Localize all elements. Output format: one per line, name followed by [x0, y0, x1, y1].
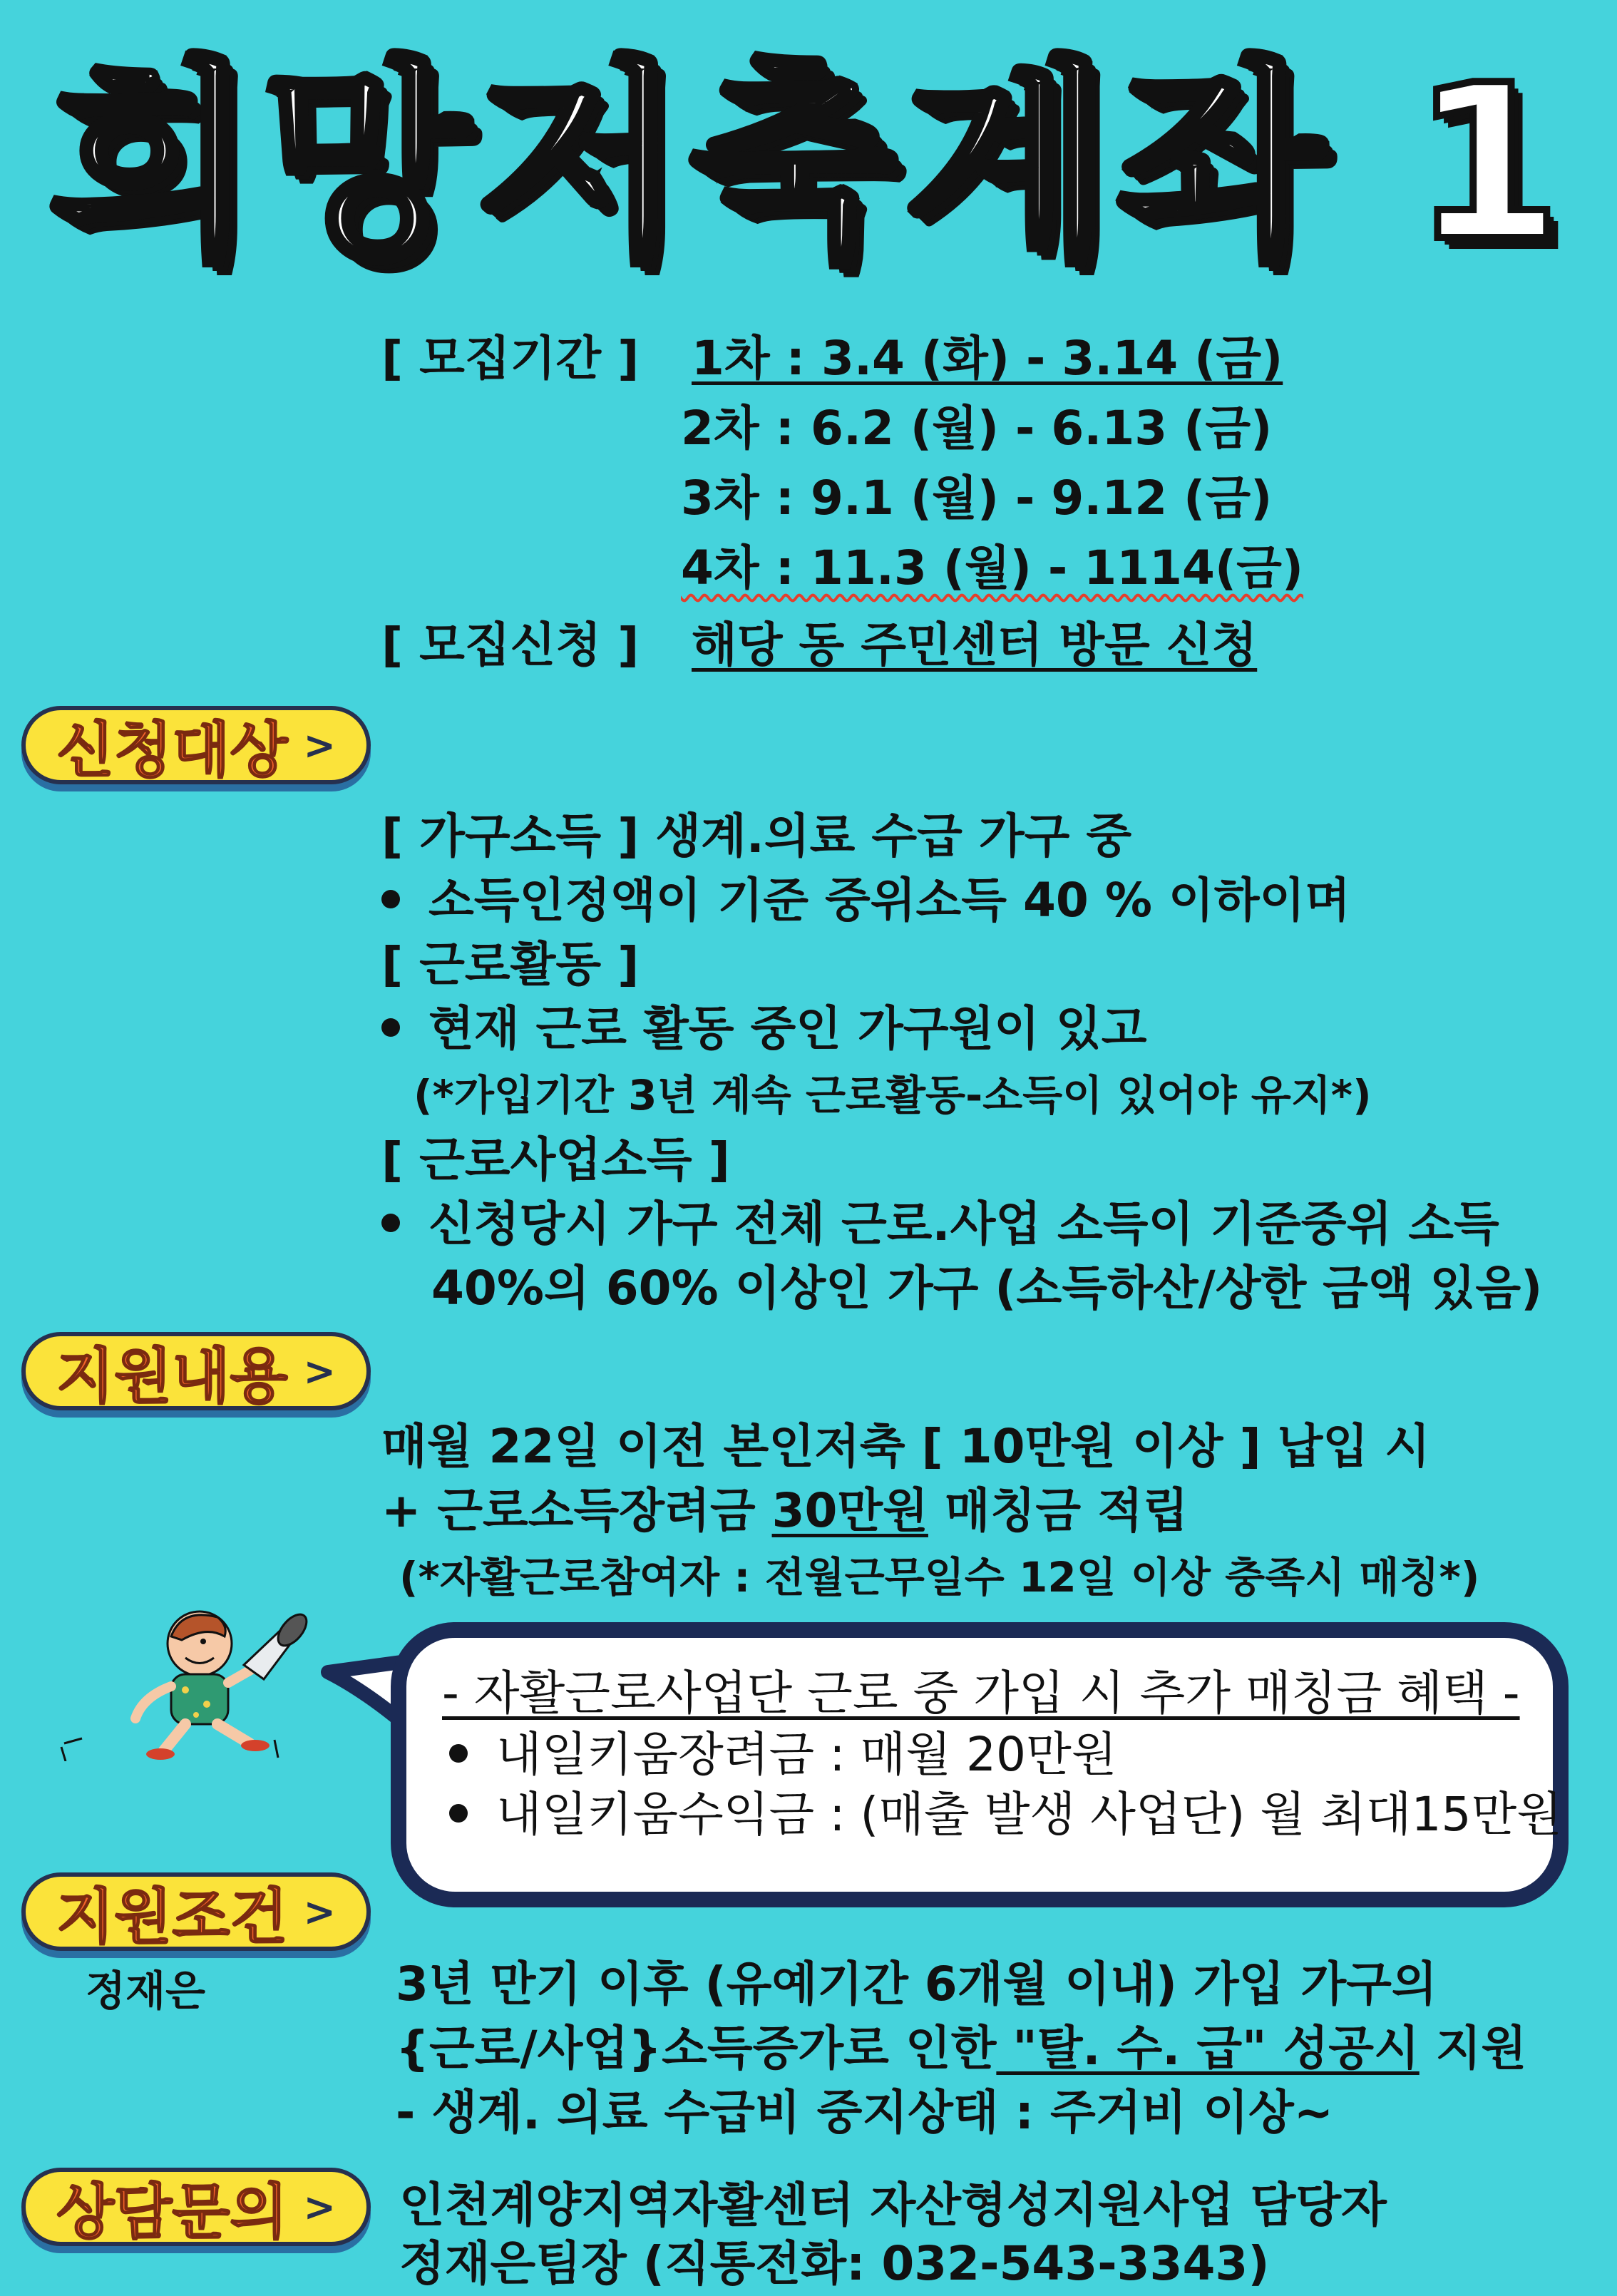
- section-support-label: 지원내용: [56, 1341, 288, 1411]
- target-bullet-1: 소득인정액이 기준 중위소득 40 % 이하이며: [381, 868, 1350, 933]
- section-support-badge: [21, 1332, 371, 1410]
- target-bullet-3: 신청당시 가구 전체 근로.사업 소득이 기준중위 소득: [381, 1192, 1499, 1256]
- target-bullet-2: 현재 근로 활동 중인 가구원이 있고: [381, 997, 1146, 1061]
- contact-line-1: 인천계양지역자활센터 자산형성지원사업 담당자: [399, 2178, 1387, 2233]
- round-2: 2차 : 6.2 (월) - 6.13 (금): [681, 401, 1273, 456]
- bullet-icon: [381, 1214, 400, 1232]
- chevron-right-icon: >: [303, 722, 336, 768]
- chevron-right-icon: >: [303, 1348, 336, 1394]
- bullet-icon: [381, 890, 400, 908]
- contact-line-2: 정재은팀장 (직통전화: 032-543-3343): [399, 2236, 1270, 2291]
- chevron-right-icon: >: [303, 2184, 336, 2230]
- mascot-megaphone-illustration: [57, 1597, 321, 1761]
- round-3: 3차 : 9.1 (월) - 9.12 (금): [681, 471, 1273, 526]
- condition-line-1: 3년 만기 이후 (유예기간 6개월 이내) 가입 가구의: [396, 1957, 1437, 2011]
- bullet-icon: [381, 1018, 400, 1037]
- target-business-label: [ 근로사업소득 ]: [381, 1132, 730, 1187]
- author-name: 정재은: [86, 1967, 206, 2015]
- target-line-8: 40%의 60% 이상인 가구 (소득하산/상한 금액 있음): [431, 1261, 1543, 1316]
- bubble-item-1: 내일키움장려금 : 매월 20만원: [449, 1723, 1116, 1787]
- target-income-line: [ 가구소득 ] 생계.의료 수급 가구 중: [381, 809, 1132, 863]
- page-title: 희망저축계좌 1: [48, 39, 1569, 288]
- support-line-2: + 근로소득장려금 30만원 매칭금 적립: [381, 1483, 1189, 1538]
- bubble-item-2: 내일키움수익금 : (매출 발생 사업단) 월 최대15만원: [449, 1783, 1562, 1847]
- section-condition-label: 지원조건: [56, 1881, 288, 1952]
- round-4: 4차 : 11.3 (월) - 1114(금): [681, 540, 1304, 595]
- section-target-label: 신청대상: [56, 714, 288, 785]
- apply-text: 해당 동 주민센터 방문 신청: [692, 617, 1258, 672]
- section-target-badge: [21, 706, 371, 784]
- apply-label: [ 모집신청 ]: [381, 617, 640, 672]
- chevron-right-icon: >: [303, 1889, 336, 1934]
- recruit-period-label: [ 모집기간 ]: [381, 331, 640, 386]
- bullet-icon: [449, 1744, 468, 1763]
- section-inquiry-badge: [21, 2168, 371, 2246]
- section-condition-badge: [21, 1872, 371, 1951]
- condition-line-3: - 생계. 의료 수급비 중지상태 : 주거비 이상~: [396, 2085, 1334, 2140]
- bullet-icon: [449, 1804, 468, 1823]
- support-note: (*자활근로참여자 : 전월근무일수 12일 이상 충족시 매칭*): [399, 1553, 1480, 1601]
- section-inquiry-label: 상담문의: [56, 2176, 288, 2247]
- support-line-1: 매월 22일 이전 본인저축 [ 10만원 이상 ] 납입 시: [381, 1419, 1430, 1474]
- bubble-heading: - 자활근로사업단 근로 중 가입 시 추가 매칭금 혜택 -: [442, 1666, 1520, 1721]
- condition-line-2: {근로/사업}소득증가로 인한 "탈. 수. 급" 성공시 지원: [396, 2021, 1527, 2076]
- target-note: (*가입기간 3년 계속 근로활동-소득이 있어야 유지*): [414, 1071, 1372, 1119]
- round-1: 1차 : 3.4 (화) - 3.14 (금): [692, 331, 1283, 386]
- target-work-label: [ 근로활동 ]: [381, 937, 640, 992]
